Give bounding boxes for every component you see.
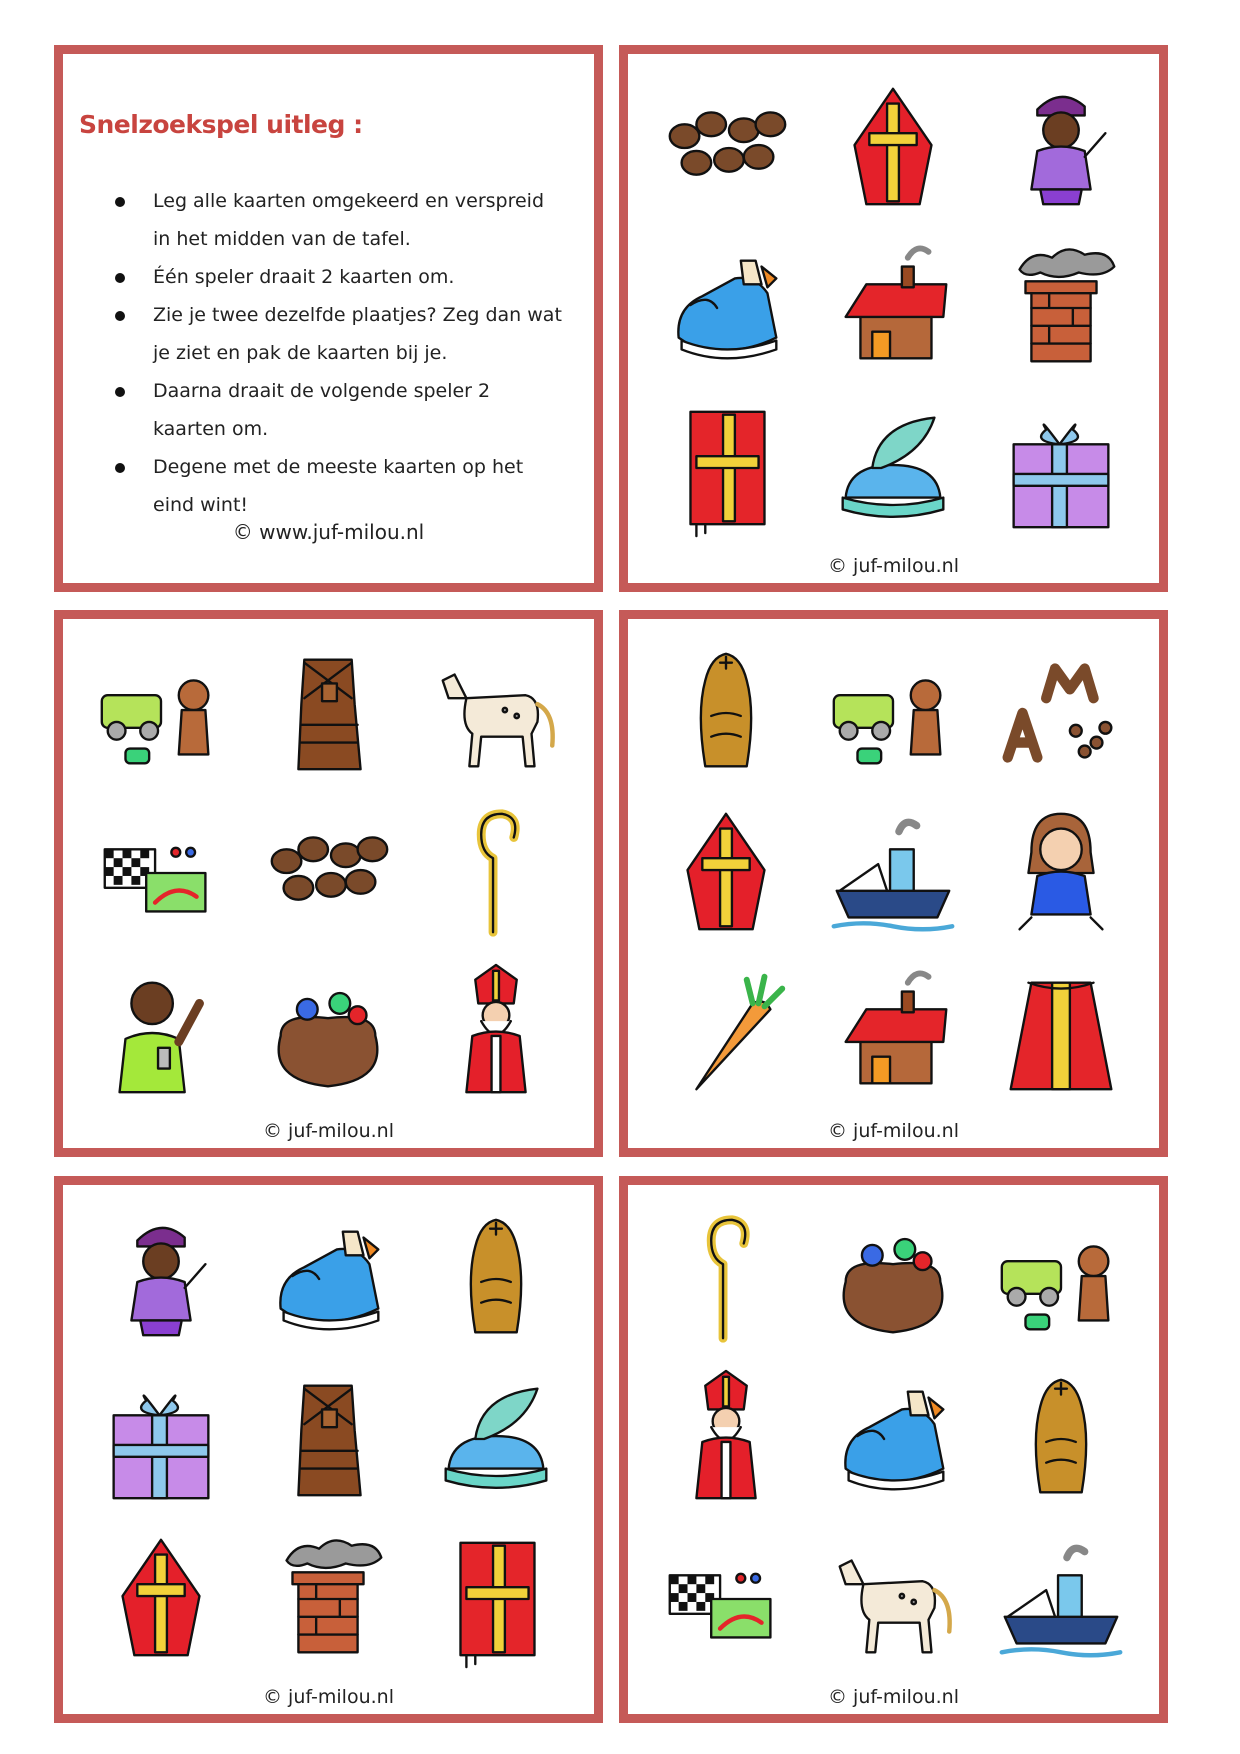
stoomboot-icon: [819, 799, 967, 947]
picture-cell: [412, 633, 580, 793]
picture-cell: [245, 793, 413, 953]
staf-icon: [652, 1205, 800, 1353]
picture-cell: [810, 228, 978, 388]
picture-cell: [810, 1359, 978, 1519]
copyright-text: © juf-milou.nl: [828, 1120, 959, 1142]
bullet-icon: [115, 463, 125, 473]
cadeau-icon: [87, 1365, 235, 1513]
spel-icon: [652, 1525, 800, 1673]
picture-grid: [642, 633, 1145, 1113]
picture-card[interactable]: [54, 610, 603, 1157]
picture-cell: [412, 953, 580, 1113]
pepernoten-icon: [254, 799, 402, 947]
picture-cell: [642, 793, 810, 953]
paard-icon: [422, 639, 570, 787]
zak-icon: [819, 1205, 967, 1353]
picture-cell: [810, 68, 978, 228]
picture-cell: [977, 68, 1145, 228]
rules-list: [123, 182, 563, 524]
instruction-card: [54, 45, 603, 592]
picture-cell: [810, 633, 978, 793]
picture-grid: [642, 68, 1145, 548]
picture-cell: [642, 1199, 810, 1359]
picture-cell: [977, 1199, 1145, 1359]
rule-text: Degene met de meeste kaarten op het eind wint!: [153, 456, 524, 516]
picture-cell: [77, 1359, 245, 1519]
picture-cell: [642, 388, 810, 548]
sinterklaas-icon: [422, 959, 570, 1107]
speculaaspop-icon: [652, 639, 800, 787]
rule-item: [123, 372, 563, 448]
copyright-text: © juf-milou.nl: [263, 1686, 394, 1708]
picture-cell: [977, 793, 1145, 953]
picture-grid: [642, 1199, 1145, 1679]
stoomboot-icon: [987, 1525, 1135, 1673]
picture-card[interactable]: [619, 1176, 1168, 1723]
picture-cell: [77, 633, 245, 793]
pop-icon: [987, 799, 1135, 947]
picture-cell: [977, 1519, 1145, 1679]
boek-icon: [422, 1525, 570, 1673]
pepernoten-icon: [652, 74, 800, 222]
speculaaspop-icon: [987, 1365, 1135, 1513]
speelgoed-icon: [819, 639, 967, 787]
chocoladeletters-icon: [987, 639, 1135, 787]
picture-cell: [642, 1359, 810, 1519]
schoen-icon: [254, 1205, 402, 1353]
picture-cell: [642, 953, 810, 1113]
rule-text: Leg alle kaarten omgekeerd en verspreid in het midden van de tafel.: [153, 190, 545, 250]
schoen-icon: [652, 234, 800, 382]
huis-icon: [819, 959, 967, 1107]
picture-cell: [245, 953, 413, 1113]
picture-cell: [810, 793, 978, 953]
schoen-icon: [819, 1365, 967, 1513]
baret-icon: [422, 1365, 570, 1513]
wortel-icon: [652, 959, 800, 1107]
picture-cell: [810, 1519, 978, 1679]
picture-cell: [810, 388, 978, 548]
rule-text: Één speler draait 2 kaarten om.: [153, 266, 455, 288]
chocolade-toren-icon: [254, 1365, 402, 1513]
rule-item: [123, 258, 563, 296]
picture-cell: [977, 1359, 1145, 1519]
spel-icon: [87, 799, 235, 947]
mijter-icon: [819, 74, 967, 222]
picture-cell: [412, 1199, 580, 1359]
baret-icon: [819, 394, 967, 542]
sinterklaas-icon: [652, 1365, 800, 1513]
schoorsteen-icon: [987, 234, 1135, 382]
zak-icon: [254, 959, 402, 1107]
picture-cell: [412, 1359, 580, 1519]
chocolade-toren-icon: [254, 639, 402, 787]
copyright-text: © juf-milou.nl: [263, 1120, 394, 1142]
picture-cell: [77, 953, 245, 1113]
staf-icon: [422, 799, 570, 947]
instruction-title: Snelzoekspel uitleg :: [79, 110, 363, 139]
rule-text: Daarna draait de volgende speler 2 kaarten om.: [153, 380, 491, 440]
picture-cell: [245, 633, 413, 793]
picture-cell: [245, 1199, 413, 1359]
bullet-icon: [115, 387, 125, 397]
speelgoed-icon: [987, 1205, 1135, 1353]
bullet-icon: [115, 273, 125, 283]
picture-cell: [245, 1519, 413, 1679]
copyright-text: © juf-milou.nl: [828, 555, 959, 577]
rule-item: [123, 296, 563, 372]
picture-cell: [412, 793, 580, 953]
picture-cell: [977, 388, 1145, 548]
picture-card[interactable]: [619, 45, 1168, 592]
rule-item: [123, 182, 563, 258]
speculaaspop-icon: [422, 1205, 570, 1353]
picture-card[interactable]: [54, 1176, 603, 1723]
piet-icon: [987, 74, 1135, 222]
boek-icon: [652, 394, 800, 542]
picture-cell: [77, 793, 245, 953]
picture-cell: [977, 633, 1145, 793]
picture-cell: [412, 1519, 580, 1679]
huis-icon: [819, 234, 967, 382]
picture-cell: [977, 953, 1145, 1113]
picture-cell: [642, 633, 810, 793]
speelgoed-icon: [87, 639, 235, 787]
cadeau-icon: [987, 394, 1135, 542]
picture-cell: [642, 228, 810, 388]
picture-cell: [977, 228, 1145, 388]
picture-grid: [77, 1199, 580, 1679]
bullet-icon: [115, 197, 125, 207]
mantel-icon: [987, 959, 1135, 1107]
bullet-icon: [115, 311, 125, 321]
picture-cell: [810, 1199, 978, 1359]
mijter-icon: [652, 799, 800, 947]
piet-icon: [87, 1205, 235, 1353]
picture-grid: [77, 633, 580, 1113]
picture-card[interactable]: [619, 610, 1168, 1157]
picture-cell: [77, 1199, 245, 1359]
website-credit: © www.juf-milou.nl: [232, 520, 425, 544]
copyright-text: © juf-milou.nl: [828, 1686, 959, 1708]
schoorsteen-icon: [254, 1525, 402, 1673]
picture-cell: [642, 1519, 810, 1679]
rule-text: Zie je twee dezelfde plaatjes? Zeg dan wat je ziet en pak de kaarten bij je.: [153, 304, 562, 364]
picture-cell: [245, 1359, 413, 1519]
picture-cell: [642, 68, 810, 228]
picture-cell: [77, 1519, 245, 1679]
mijter-icon: [87, 1525, 235, 1673]
paard-icon: [819, 1525, 967, 1673]
picture-cell: [810, 953, 978, 1113]
piet-microfoon-icon: [87, 959, 235, 1107]
rule-item: [123, 448, 563, 524]
